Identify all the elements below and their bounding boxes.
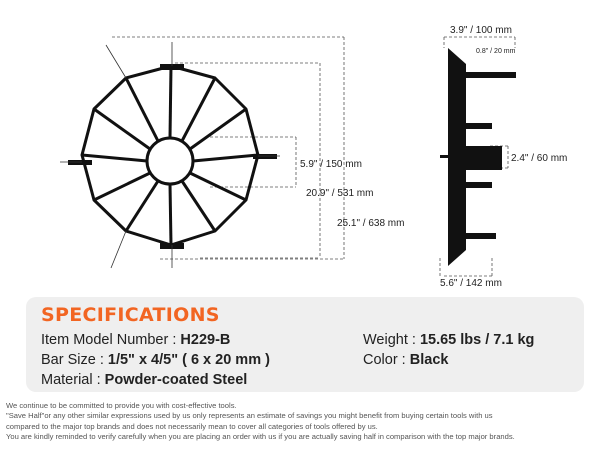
spec-weight-value: 15.65 lbs / 7.1 kg: [419, 332, 535, 348]
dim-top-width: 3.9" / 100 mm: [450, 25, 512, 36]
dim-outer-diameter: 25.1" / 638 mm: [337, 218, 405, 229]
spec-material-label: Material :: [41, 372, 105, 388]
dim-bar-thickness: 0.8" / 20 mm: [476, 48, 516, 55]
specifications-heading: SPECIFICATIONS: [41, 304, 220, 326]
spec-material: [41, 372, 247, 388]
dim-bottom-width: 5.6" / 142 mm: [440, 278, 502, 289]
spec-material-value: Powder-coated Steel: [104, 372, 248, 388]
front-view: [82, 66, 258, 245]
center-hub: [147, 138, 193, 184]
dim-hub-depth: 2.4" / 60 mm: [511, 153, 568, 164]
spec-color-label: Color :: [363, 352, 410, 368]
spec-model: [41, 332, 230, 348]
disclaimer-line: We continue to be committed to provide you with cost-effective tools.: [6, 401, 237, 410]
disclaimer-line: compared to the major top brands and does not necessarily mean to cover all categories of tools offered by us.: [6, 421, 378, 431]
dim-inner-hub: 5.9" / 150 mm: [300, 159, 362, 170]
spec-weight-label: Weight :: [363, 332, 420, 348]
spec-model-value: H229-B: [180, 332, 231, 348]
disclaimer: [6, 401, 598, 442]
dim-inner-grid: 20.9" / 531 mm: [306, 188, 374, 199]
spec-weight: [363, 332, 534, 348]
side-view: [440, 48, 516, 266]
disclaimer-line: "Save Half"or any other similar expressions used by us only represents an estimate of savings you might benefit from buying certain tools with us: [6, 411, 493, 421]
spec-color: [363, 352, 448, 368]
spec-bar-value: 1/5" x 4/5" ( 6 x 20 mm ): [107, 352, 270, 368]
spec-color-value: Black: [409, 352, 449, 368]
disclaimer-line: You are kindly reminded to verify carefully when you are placing an order with us if you are actually saving half in comparison with the top major brands.: [6, 431, 515, 441]
spec-bar-size: [41, 352, 270, 368]
spec-model-label: Item Model Number :: [41, 332, 181, 348]
spec-bar-label: Bar Size :: [41, 352, 108, 368]
specifications-panel: [26, 297, 584, 392]
